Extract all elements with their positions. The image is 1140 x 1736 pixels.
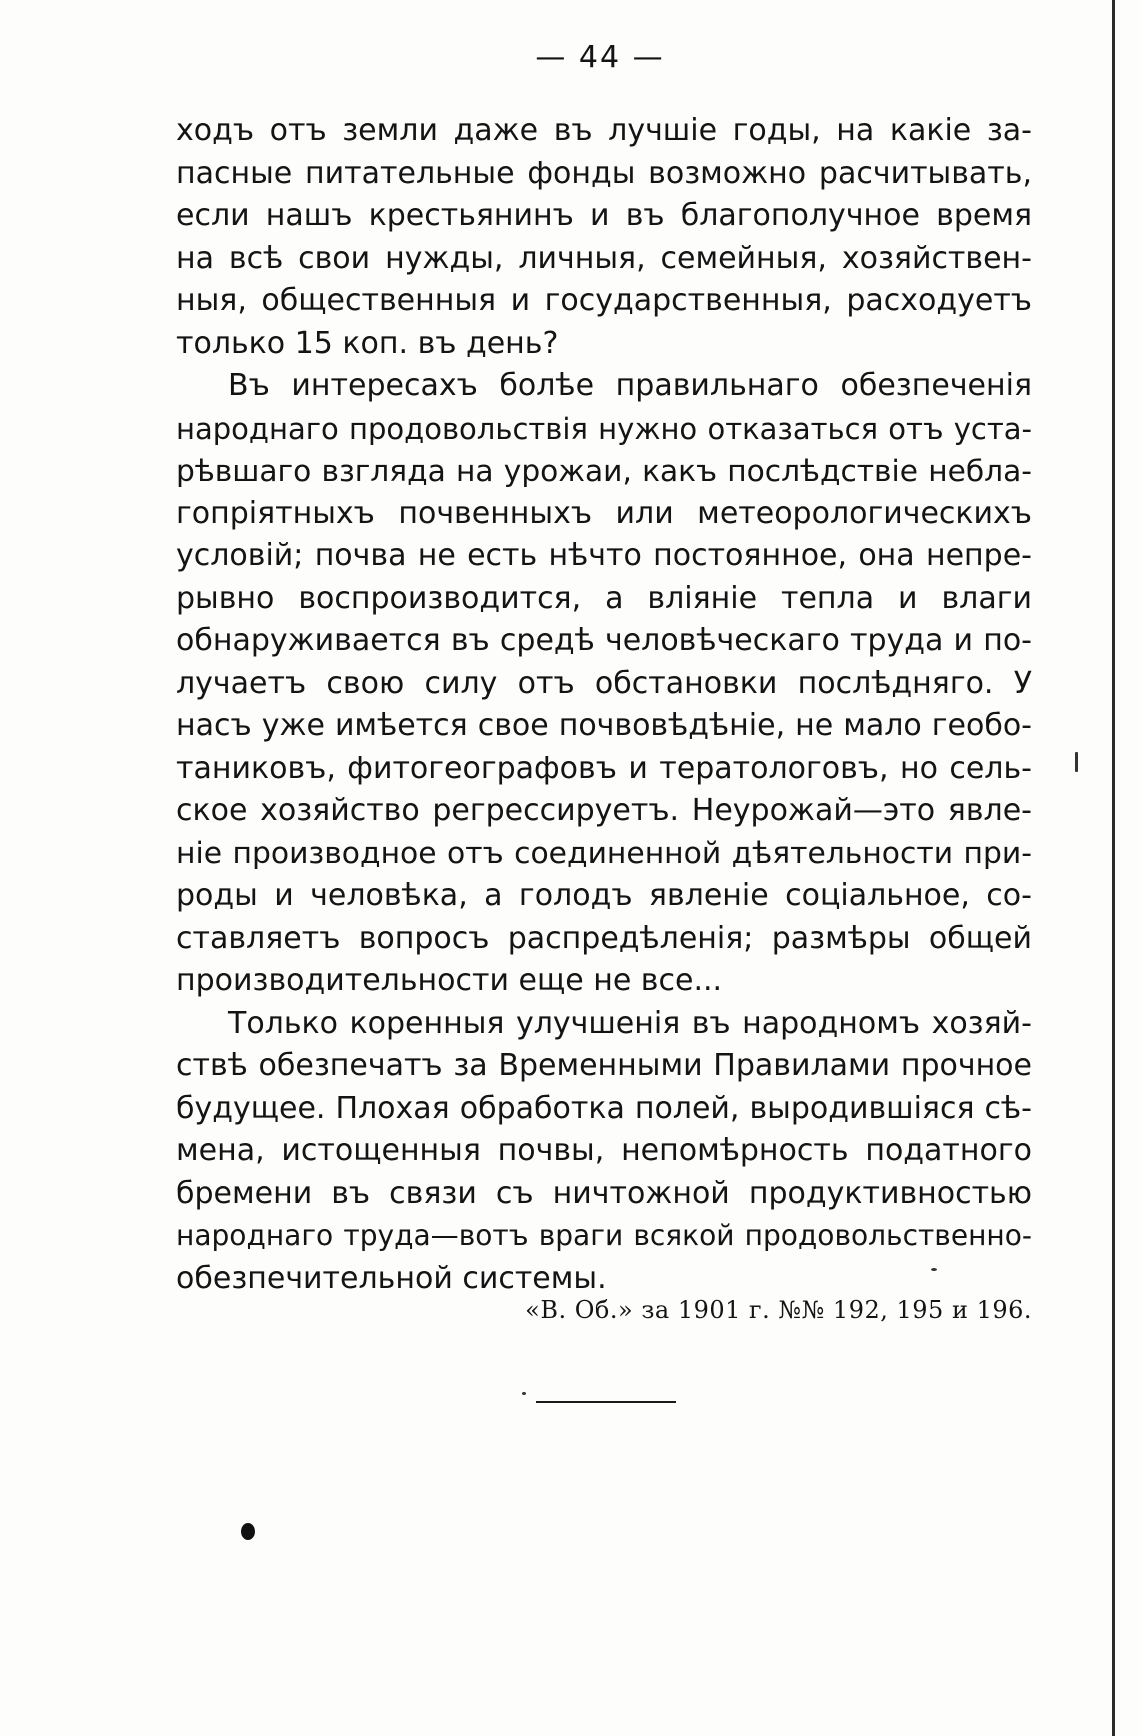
- text-line: если нашъ крестьянинъ и въ благополучное время: [176, 198, 1032, 233]
- page-edge-line: [1112, 0, 1115, 1736]
- body-text: [176, 110, 1032, 1300]
- text-line: ходъ отъ земли даже въ лучшіе годы, на какіе за-: [176, 113, 1032, 148]
- page-number: — 44 —: [535, 40, 665, 75]
- text-line: рывно воспроизводится, а вліяніе тепла и влаги: [176, 580, 1032, 616]
- text-line: роды и человѣка, а голодъ явленіе соціальное, со-: [176, 878, 1032, 913]
- text-line: будущее. Плохая обработка полей, выродившіяся сѣ-: [176, 1090, 1032, 1126]
- text-line: народнаго труда—вотъ враги всякой продовольственно-: [176, 1219, 1032, 1252]
- text-line: рѣвшаго взгляда на урожаи, какъ послѣдствіе небла-: [176, 453, 1032, 488]
- text-line: Только коренныя улучшенія въ народномъ хозяй-: [228, 1005, 1032, 1041]
- text-line: мена, истощенныя почвы, непомѣрность податного: [176, 1133, 1032, 1168]
- source-citation: «В. Об.» за 1901 г. №№ 192, 195 и 196.: [525, 1296, 1032, 1324]
- ink-blot: [241, 1523, 255, 1540]
- text-line: ставляетъ вопросъ распредѣленія; размѣры общей: [176, 920, 1032, 956]
- text-line: ствѣ обезпечатъ за Временными Правилами прочное: [176, 1048, 1032, 1083]
- text-line: лучаетъ свою силу отъ обстановки послѣдняго. У: [176, 665, 1032, 701]
- text-line: Въ интересахъ болѣе правильнаго обезпеченія: [228, 368, 1032, 403]
- text-line: на всѣ свои нужды, личныя, семейныя, хозяйствен-: [176, 240, 1032, 276]
- text-line: пасные питательные фонды возможно расчитывать,: [176, 155, 1032, 191]
- text-line: производительности еще не все...: [176, 963, 723, 998]
- text-line: таниковъ, фитогеографовъ и тератологовъ, но сель-: [176, 750, 1032, 786]
- text-line: только 15 коп. въ день?: [176, 325, 559, 361]
- text-line: ніе производное отъ соединенной дѣятельности при-: [176, 835, 1032, 871]
- text-line: народнаго продовольствія нужно отказаться отъ уста-: [176, 411, 1032, 446]
- paragraph-2: [176, 365, 1032, 1003]
- paragraph-3: [176, 1003, 1032, 1301]
- text-line: обезпечительной системы.: [176, 1260, 607, 1296]
- ink-speck: [931, 1268, 937, 1271]
- ink-speck: [522, 1392, 526, 1395]
- text-line: условій; почва не есть нѣчто постоянное, она непре-: [176, 538, 1032, 573]
- text-line: гопріятныхъ почвенныхъ или метеорологическихъ: [176, 495, 1032, 531]
- closing-rule: [536, 1401, 676, 1403]
- text-line: ское хозяйство регрессируетъ. Неурожай—это явле-: [176, 793, 1032, 828]
- paragraph-1: [176, 110, 1032, 365]
- ink-speck: [1075, 752, 1078, 772]
- text-line: насъ уже имѣется свое почвовѣдѣніе, не мало геобо-: [176, 708, 1032, 743]
- text-line: ныя, общественныя и государственныя, расходуетъ: [176, 283, 1032, 318]
- text-line: бремени въ связи съ ничтожной продуктивностью: [176, 1175, 1032, 1211]
- text-line: обнаруживается въ средѣ человѣческаго труда и по-: [176, 623, 1032, 658]
